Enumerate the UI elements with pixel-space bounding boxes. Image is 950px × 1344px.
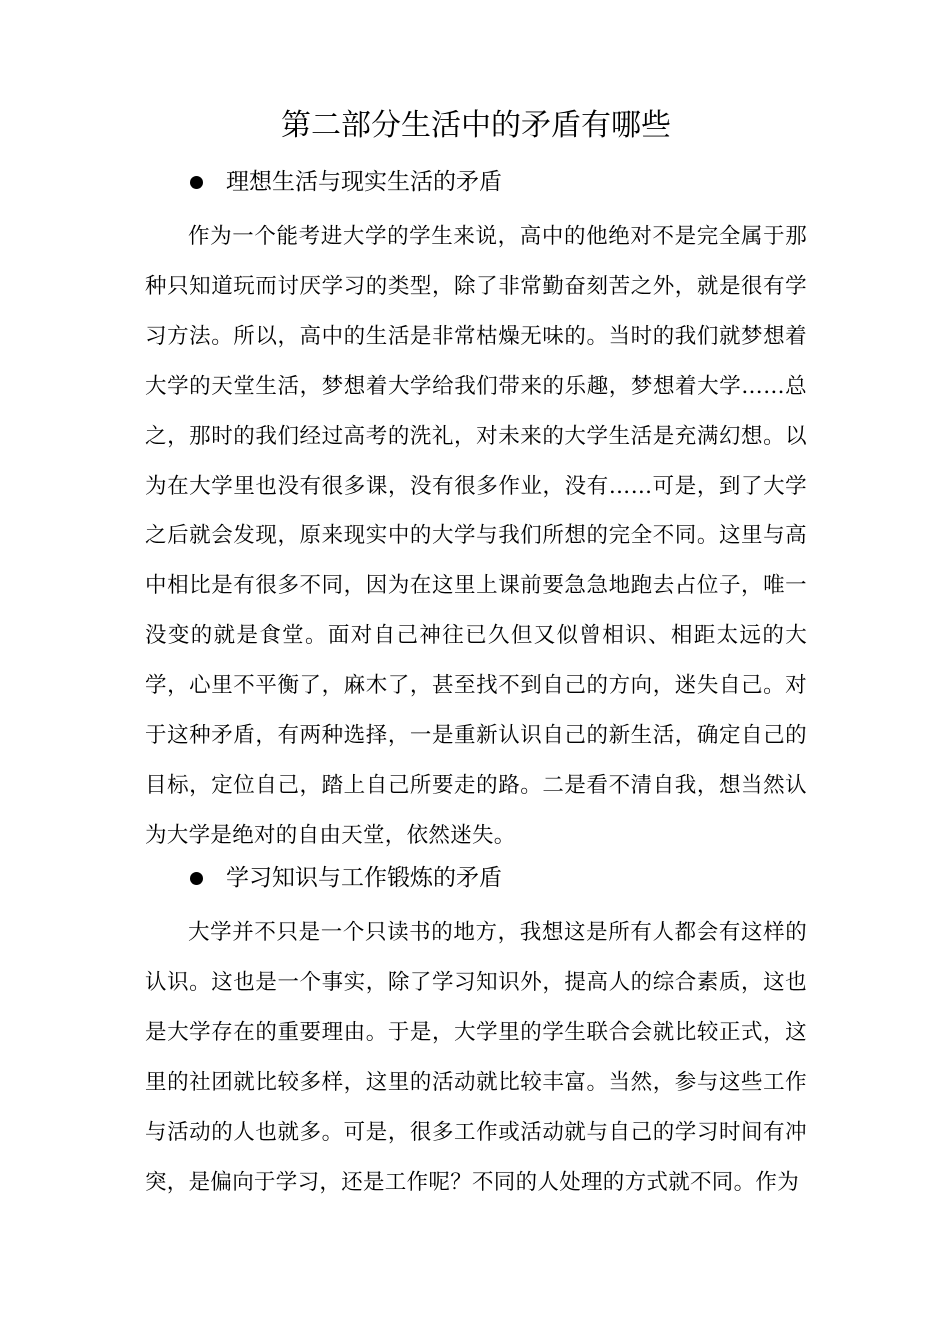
bullet-icon (190, 176, 203, 189)
bullet-icon (190, 872, 203, 885)
section-heading (190, 863, 502, 893)
section-paragraph: 大学并不只是一个只读书的地方，我想这是所有人都会有这样的认识。这也是一个事实，除了学习知识外，提高人的综合素质，这也是大学存在的重要理由。于是，大学里的学生联合会就比较正式，这里的社团就比较多样，这里的活动就比较丰富。当然，参与这些工作与活动的人也就多。可是，很多工作或活动就与自己的学习时间有冲突，是偏向于学习，还是工作呢？不同的人处理的方式就不同。作为 (145, 920, 807, 1195)
section-heading (190, 167, 502, 197)
document-title: 第二部分生活中的矛盾有哪些 (281, 108, 671, 143)
section-heading-text: 学习知识与工作锻炼的矛盾 (226, 865, 502, 891)
section-paragraph: 作为一个能考进大学的学生来说，高中的他绝对不是完全属于那种只知道玩而讨厌学习的类型，除了非常勤奋刻苦之外，就是很有学习方法。所以，高中的生活是非常枯燥无味的。当时的我们就梦想着大学的天堂生活，梦想着大学给我们带来的乐趣，梦想着大学……总之，那时的我们经过高考的洗礼，对未来的大学生活是充满幻想。以为在大学里也没有很多课，没有很多作业，没有……可是，到了大学之后就会发现，原来现实中的大学与我们所想的完全不同。这里与高中相比是有很多不同，因为在这里上课前要急急地跑去占位子，唯一没变的就是食堂。面对自己神往已久但又似曾相识、相距太远的大学，心里不平衡了，麻木了，甚至找不到自己的方向，迷失自己。对于这种矛盾，有两种选择，一是重新认识自己的新生活，确定自己的目标，定位自己，踏上自己所要走的路。二是看不清自我，想当然认为大学是绝对的自由天堂，依然迷失。 (145, 224, 807, 848)
section-heading-text: 理想生活与现实生活的矛盾 (226, 169, 502, 195)
